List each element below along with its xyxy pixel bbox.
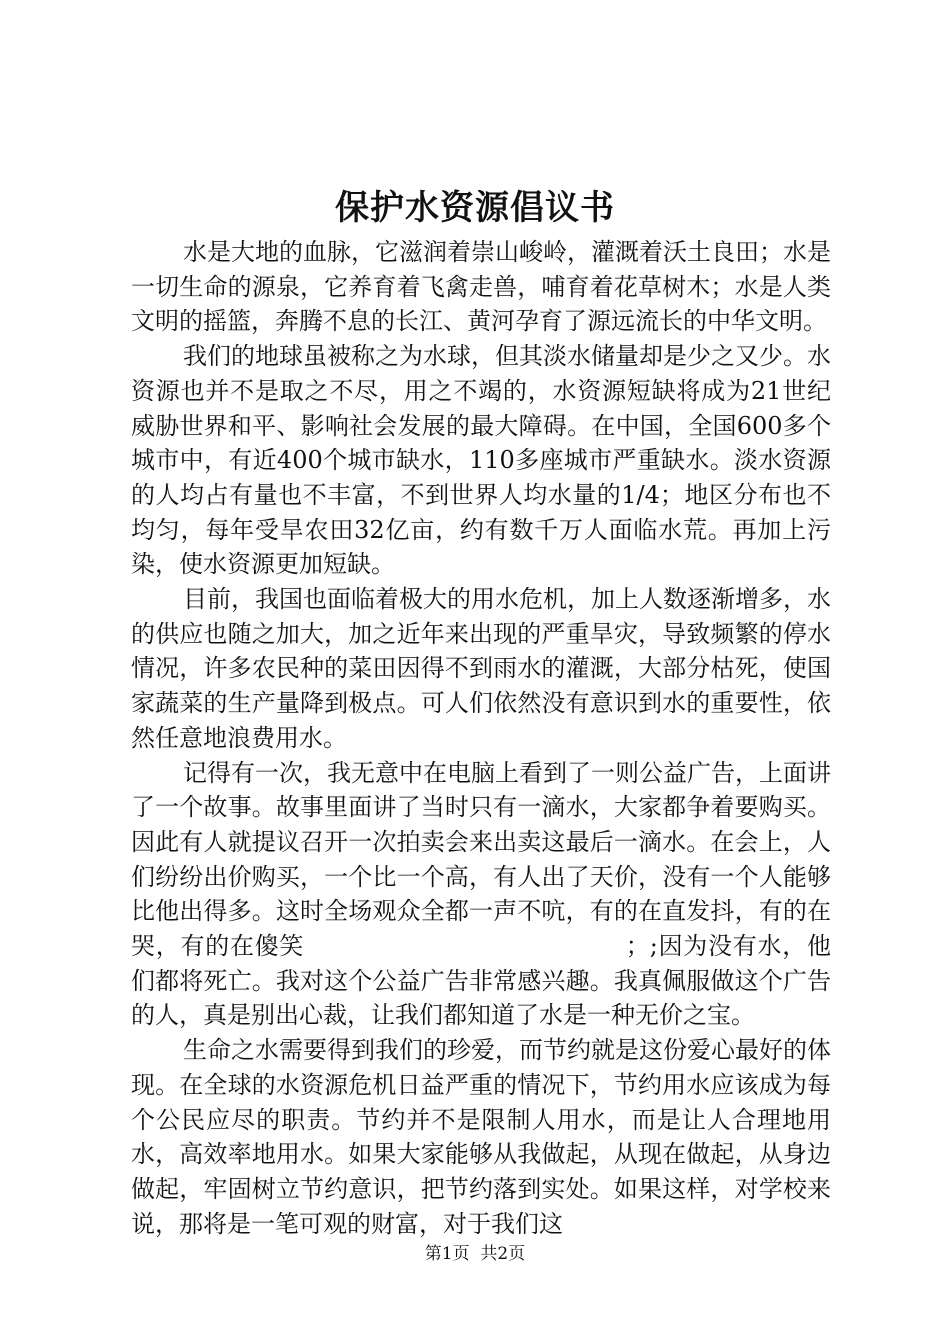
document-title: 保护水资源倡议书 [335, 188, 615, 228]
page-number-label: 第1页 共2页 [424, 1244, 526, 1264]
paragraph-5: 生命之水需要得到我们的珍爱，而节约就是这份爱心最好的体现。在全球的水资源危机日益严重的情况下，节约用水应该成为每个公民应尽的职责。节约并不是限制人用水，而是让人合理地用水，高效率地用水。如果大家能够从我做起，从现在做起，从身边做起，牢固树立节约意识，把节约落到实处。如果这样，对学校来说，那将是一笔可观的财富，对于我们这 [131, 1036, 831, 1238]
paragraph-1: 水是大地的血脉，它滋润着崇山峻岭，灌溉着沃土良田；水是一切生命的源泉，它养育着飞禽走兽，哺育着花草树木；水是人类文明的摇篮，奔腾不息的长江、黄河孕育了源远流长的中华文明。 [131, 238, 831, 336]
paragraph-2: 我们的地球虽被称之为水球，但其淡水储量却是少之又少。水资源也并不是取之不尽，用之不竭的，水资源短缺将成为21世纪威胁世界和平、影响社会发展的最大障碍。在中国，全国600多个城市中，有近400个城市缺水，110多座城市严重缺水。淡水资源的人均占有量也不丰富，不到世界人均水量的1/4；地区分布也不均匀，每年受旱农田32亿亩，约有数千万人面临水荒。再加上污染，使水资源更加短缺。 [131, 342, 831, 579]
paragraph-3: 目前，我国也面临着极大的用水危机，加上人数逐渐增多，水的供应也随之加大，加之近年来出现的严重旱灾，导致频繁的停水情况，许多农民种的菜田因得不到雨水的灌溉，大部分枯死，使国家蔬菜的生产量降到极点。可人们依然没有意识到水的重要性，依然任意地浪费用水。 [131, 585, 831, 752]
page-footer [0, 1242, 950, 1266]
document-body [131, 235, 831, 1241]
paragraph-4: 记得有一次，我无意中在电脑上看到了一则公益广告，上面讲了一个故事。故事里面讲了当时只有一滴水，大家都争着要购买。因此有人就提议召开一次拍卖会来出卖这最后一滴水。在会上，人们纷纷出价购买，一个比一个高，有人出了天价，没有一个人能够比他出得多。这时全场观众全都一声不吭，有的在直发抖，有的在哭，有的在傻笑 ；;因为没有水，他们都将死亡。我对这个公益广告非常感兴趣。我真佩服做这个广告的人，真是别出心裁，让我们都知道了水是一种无价之宝。 [131, 758, 831, 1030]
